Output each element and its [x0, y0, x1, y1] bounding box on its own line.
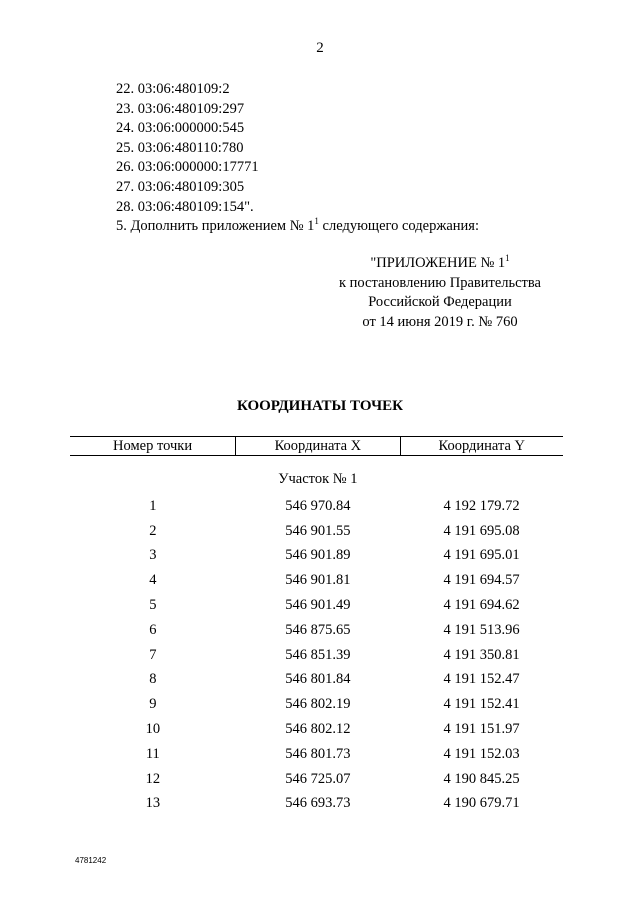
table-row [70, 593, 563, 618]
coordinate-y-cell: 4 191 152.03 [443, 745, 520, 762]
empty-cell [400, 456, 563, 495]
coordinate-y-cell: 4 191 695.01 [443, 547, 520, 564]
coordinate-x-cell: 546 875.65 [285, 621, 351, 638]
coordinates-table [70, 436, 563, 816]
table-header-row [70, 437, 563, 456]
point-number-cell: 2 [149, 522, 157, 539]
table-row [70, 717, 563, 742]
coordinate-y-cell: 4 190 679.71 [443, 795, 520, 812]
table-row [70, 494, 563, 519]
table-row [70, 544, 563, 569]
coordinate-x-cell: 546 901.49 [285, 597, 351, 614]
point-number-cell: 13 [145, 795, 161, 812]
appendix-title [310, 254, 570, 274]
appendix-title-superscript: 1 [505, 253, 510, 264]
point-number-cell: 6 [149, 621, 157, 638]
table-row [70, 643, 563, 668]
point-number-cell: 9 [149, 696, 157, 713]
coordinate-y-cell: 4 190 845.25 [443, 770, 520, 787]
point-number-cell: 4 [149, 572, 157, 589]
coordinate-x-cell: 546 725.07 [285, 770, 351, 787]
cadastral-number-list [116, 80, 479, 237]
point-number-cell: 1 [149, 497, 157, 514]
coordinate-y-cell: 4 191 152.47 [443, 671, 520, 688]
amendment-text-tail: следующего содержания: [318, 218, 479, 235]
plot-label: Участок № 1 [278, 470, 358, 487]
table-row [70, 568, 563, 593]
table-row [70, 742, 563, 767]
list-item: 22. 03:06:480109:2 [116, 81, 230, 97]
list-item: 28. 03:06:480109:154". [116, 198, 254, 215]
coordinate-x-cell: 546 693.73 [285, 795, 351, 812]
amendment-superscript: 1 [314, 216, 319, 227]
point-number-cell: 3 [149, 547, 157, 564]
coordinate-x-cell: 546 851.39 [285, 646, 351, 663]
list-item: 27. 03:06:480109:305 [116, 178, 245, 195]
appendix-line: Российской Федерации [368, 294, 512, 311]
list-item: 23. 03:06:480109:297 [116, 100, 245, 117]
point-number-cell: 11 [145, 745, 160, 762]
coordinate-x-cell: 546 802.19 [285, 696, 351, 713]
coordinate-y-cell: 4 191 695.08 [443, 522, 520, 539]
appendix-title-text: "ПРИЛОЖЕНИЕ № 1 [370, 255, 506, 271]
column-header-coordinate-x: Координата X [236, 437, 400, 456]
coordinate-y-cell: 4 191 513.96 [443, 621, 520, 638]
point-number-cell: 10 [145, 721, 161, 738]
table-row [70, 767, 563, 792]
coordinate-y-cell: 4 191 350.81 [443, 646, 520, 663]
point-number-cell: 5 [149, 597, 157, 614]
appendix-header [310, 254, 570, 332]
table-row [70, 792, 563, 817]
list-item: 25. 03:06:480110:780 [116, 139, 244, 156]
coordinate-x-cell: 546 901.81 [285, 572, 351, 589]
coordinate-x-cell: 546 901.55 [285, 522, 351, 539]
coordinate-y-cell: 4 191 151.97 [443, 721, 520, 738]
table-row [70, 692, 563, 717]
appendix-line: от 14 июня 2019 г. № 760 [362, 313, 518, 330]
point-number-cell: 12 [145, 770, 161, 787]
column-header-coordinate-y: Координата Y [400, 437, 563, 456]
amendment-text: 5. Дополнить приложением № 1 [116, 218, 315, 235]
table-row [70, 668, 563, 693]
amendment-paragraph [116, 217, 479, 237]
table-row [70, 618, 563, 643]
coordinate-y-cell: 4 192 179.72 [443, 497, 520, 514]
point-number-cell: 8 [149, 671, 157, 688]
table-row [70, 519, 563, 544]
coordinate-y-cell: 4 191 694.57 [443, 572, 520, 589]
coordinate-x-cell: 546 802.12 [285, 721, 351, 738]
column-header-point-number: Номер точки [70, 437, 236, 456]
table-body [70, 456, 563, 817]
list-item: 26. 03:06:000000:17771 [116, 159, 259, 176]
appendix-line: к постановлению Правительства [339, 274, 541, 291]
point-number-cell: 7 [149, 646, 157, 663]
coordinate-x-cell: 546 970.84 [285, 497, 351, 514]
empty-cell [70, 456, 236, 495]
section-title: КООРДИНАТЫ ТОЧЕК [236, 398, 404, 414]
coordinate-y-cell: 4 191 152.41 [443, 696, 520, 713]
coordinate-x-cell: 546 801.73 [285, 745, 351, 762]
coordinate-x-cell: 546 801.84 [285, 671, 351, 688]
footer-code: 4781242 [75, 856, 107, 865]
page-number: 2 [316, 40, 324, 56]
coordinate-y-cell: 4 191 694.62 [443, 597, 520, 614]
coordinate-x-cell: 546 901.89 [285, 547, 351, 564]
plot-label-row [70, 456, 563, 495]
list-item: 24. 03:06:000000:545 [116, 120, 245, 137]
